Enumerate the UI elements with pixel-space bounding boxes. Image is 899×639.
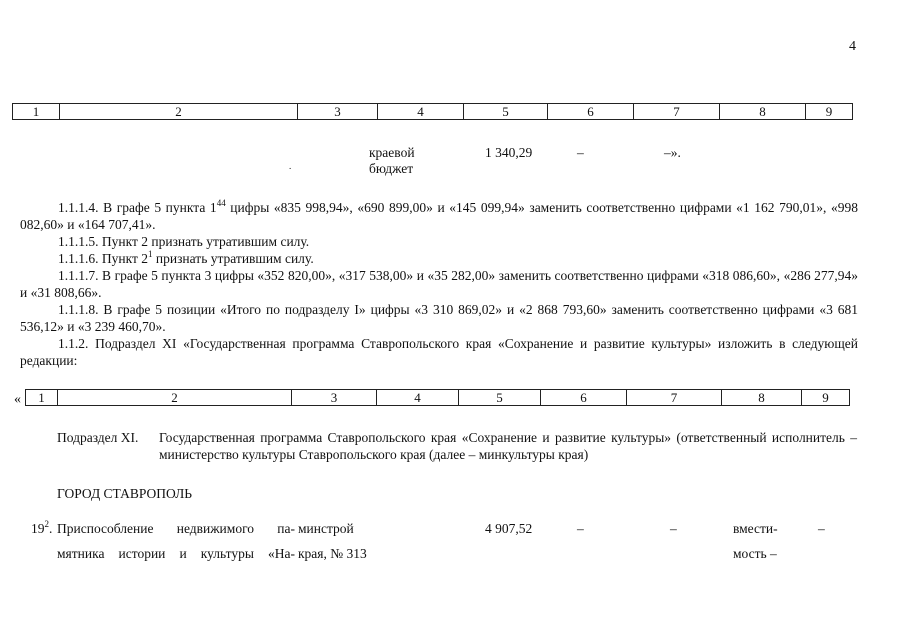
item-number-sup: 2 [44,519,49,529]
header-cell: 4 [378,104,464,120]
item-number-suffix: . [49,521,53,536]
header-cell: 1 [13,104,60,120]
header-cell: 2 [60,104,298,120]
header-cell: 8 [722,390,802,406]
item-agency-line1: минстрой [298,521,354,536]
header-cell: 9 [806,104,853,120]
header-cell: 5 [459,390,541,406]
header-cell: 7 [627,390,722,406]
paragraph-1-1-1-5 [20,233,858,250]
item-number-base: 19 [31,521,45,536]
item-name-line2: мятника истории и культуры «На- [57,546,295,561]
paragraph-text: 1.1.2. Подраздел XI «Государственная программа Ставропольского края «Сохранение и развитие культуры» изложить в следующей редакции: [20,336,858,368]
header-cell: 9 [802,390,850,406]
header-cell: 1 [26,390,58,406]
item-capacity-line2: мость – [733,546,777,561]
item-col9-dash: – [818,521,825,536]
paragraph-text: 1.1.1.6. Пункт 2 [58,251,149,266]
item-number [31,520,52,537]
opening-quote: « [14,392,21,407]
item-amount: 4 907,52 [485,521,533,536]
header-cell: 3 [292,390,377,406]
col7-dash-close: –». [664,145,681,160]
paragraph-1-1-1-6 [20,250,858,267]
paragraph-1-1-1-4 [20,199,858,233]
budget-amount: 1 340,29 [485,145,533,160]
subsection-title: Государственная программа Ставропольского края «Сохранение и развитие культуры» (ответственный исполнитель – министерство культуры Ставропольского края (далее – минкультуры края) [159,430,857,462]
budget-label-line1: краевой [369,145,415,160]
col6-dash: – [577,145,584,160]
paragraph-1-1-1-8 [20,301,858,335]
item-col7-dash: – [670,521,677,536]
paragraph-1-1-1-7 [20,267,858,301]
city-heading: ГОРОД СТАВРОПОЛЬ [57,486,193,501]
header-row [26,390,850,406]
item-name-line1: Приспособление недвижимого па- [57,521,295,536]
paragraph-text: признать утратившим силу. [152,251,314,266]
header-cell: 6 [548,104,634,120]
item-col6-dash: – [577,521,584,536]
budget-label-line2: бюджет [369,161,414,176]
header-cell: 6 [541,390,627,406]
header-cell: 7 [634,104,720,120]
header-cell: 2 [58,390,292,406]
header-row [13,104,853,120]
stray-dot: . [289,161,292,171]
header-cell: 8 [720,104,806,120]
column-header-table-2 [25,389,850,406]
paragraph-1-1-2 [20,335,858,369]
paragraph-text: цифры «835 998,94», «690 899,00» и «145 099,94» заменить соответственно цифрами «1 162 790,01», «998 082,60» и «164 707,41». [20,200,858,232]
page-number: 4 [849,39,856,54]
superscript: 1 [148,249,153,259]
header-cell: 4 [377,390,459,406]
column-header-table-1 [12,103,853,120]
paragraph-text: 1.1.1.8. В графе 5 позиции «Итого по подразделу I» цифры «3 310 869,02» и «2 868 793,60» заменить соответственно цифрами «3 681 536,12» и «3 239 460,70». [20,302,858,334]
item-agency-line2: края, № 313 [298,546,367,561]
subsection-label: Подраздел XI. [57,430,139,445]
paragraph-text: 1.1.1.4. В графе 5 пункта 1 [58,200,217,215]
paragraph-text: 1.1.1.7. В графе 5 пункта 3 цифры «352 820,00», «317 538,00» и «35 282,00» заменить соответственно цифрами «318 086,60», «286 277,94» и «31 808,66». [20,268,858,300]
paragraph-text: 1.1.1.5. Пункт 2 признать утратившим силу. [58,234,310,249]
header-cell: 5 [464,104,548,120]
header-cell: 3 [298,104,378,120]
superscript: 44 [216,198,226,208]
item-capacity-line1: вмести- [733,521,778,536]
